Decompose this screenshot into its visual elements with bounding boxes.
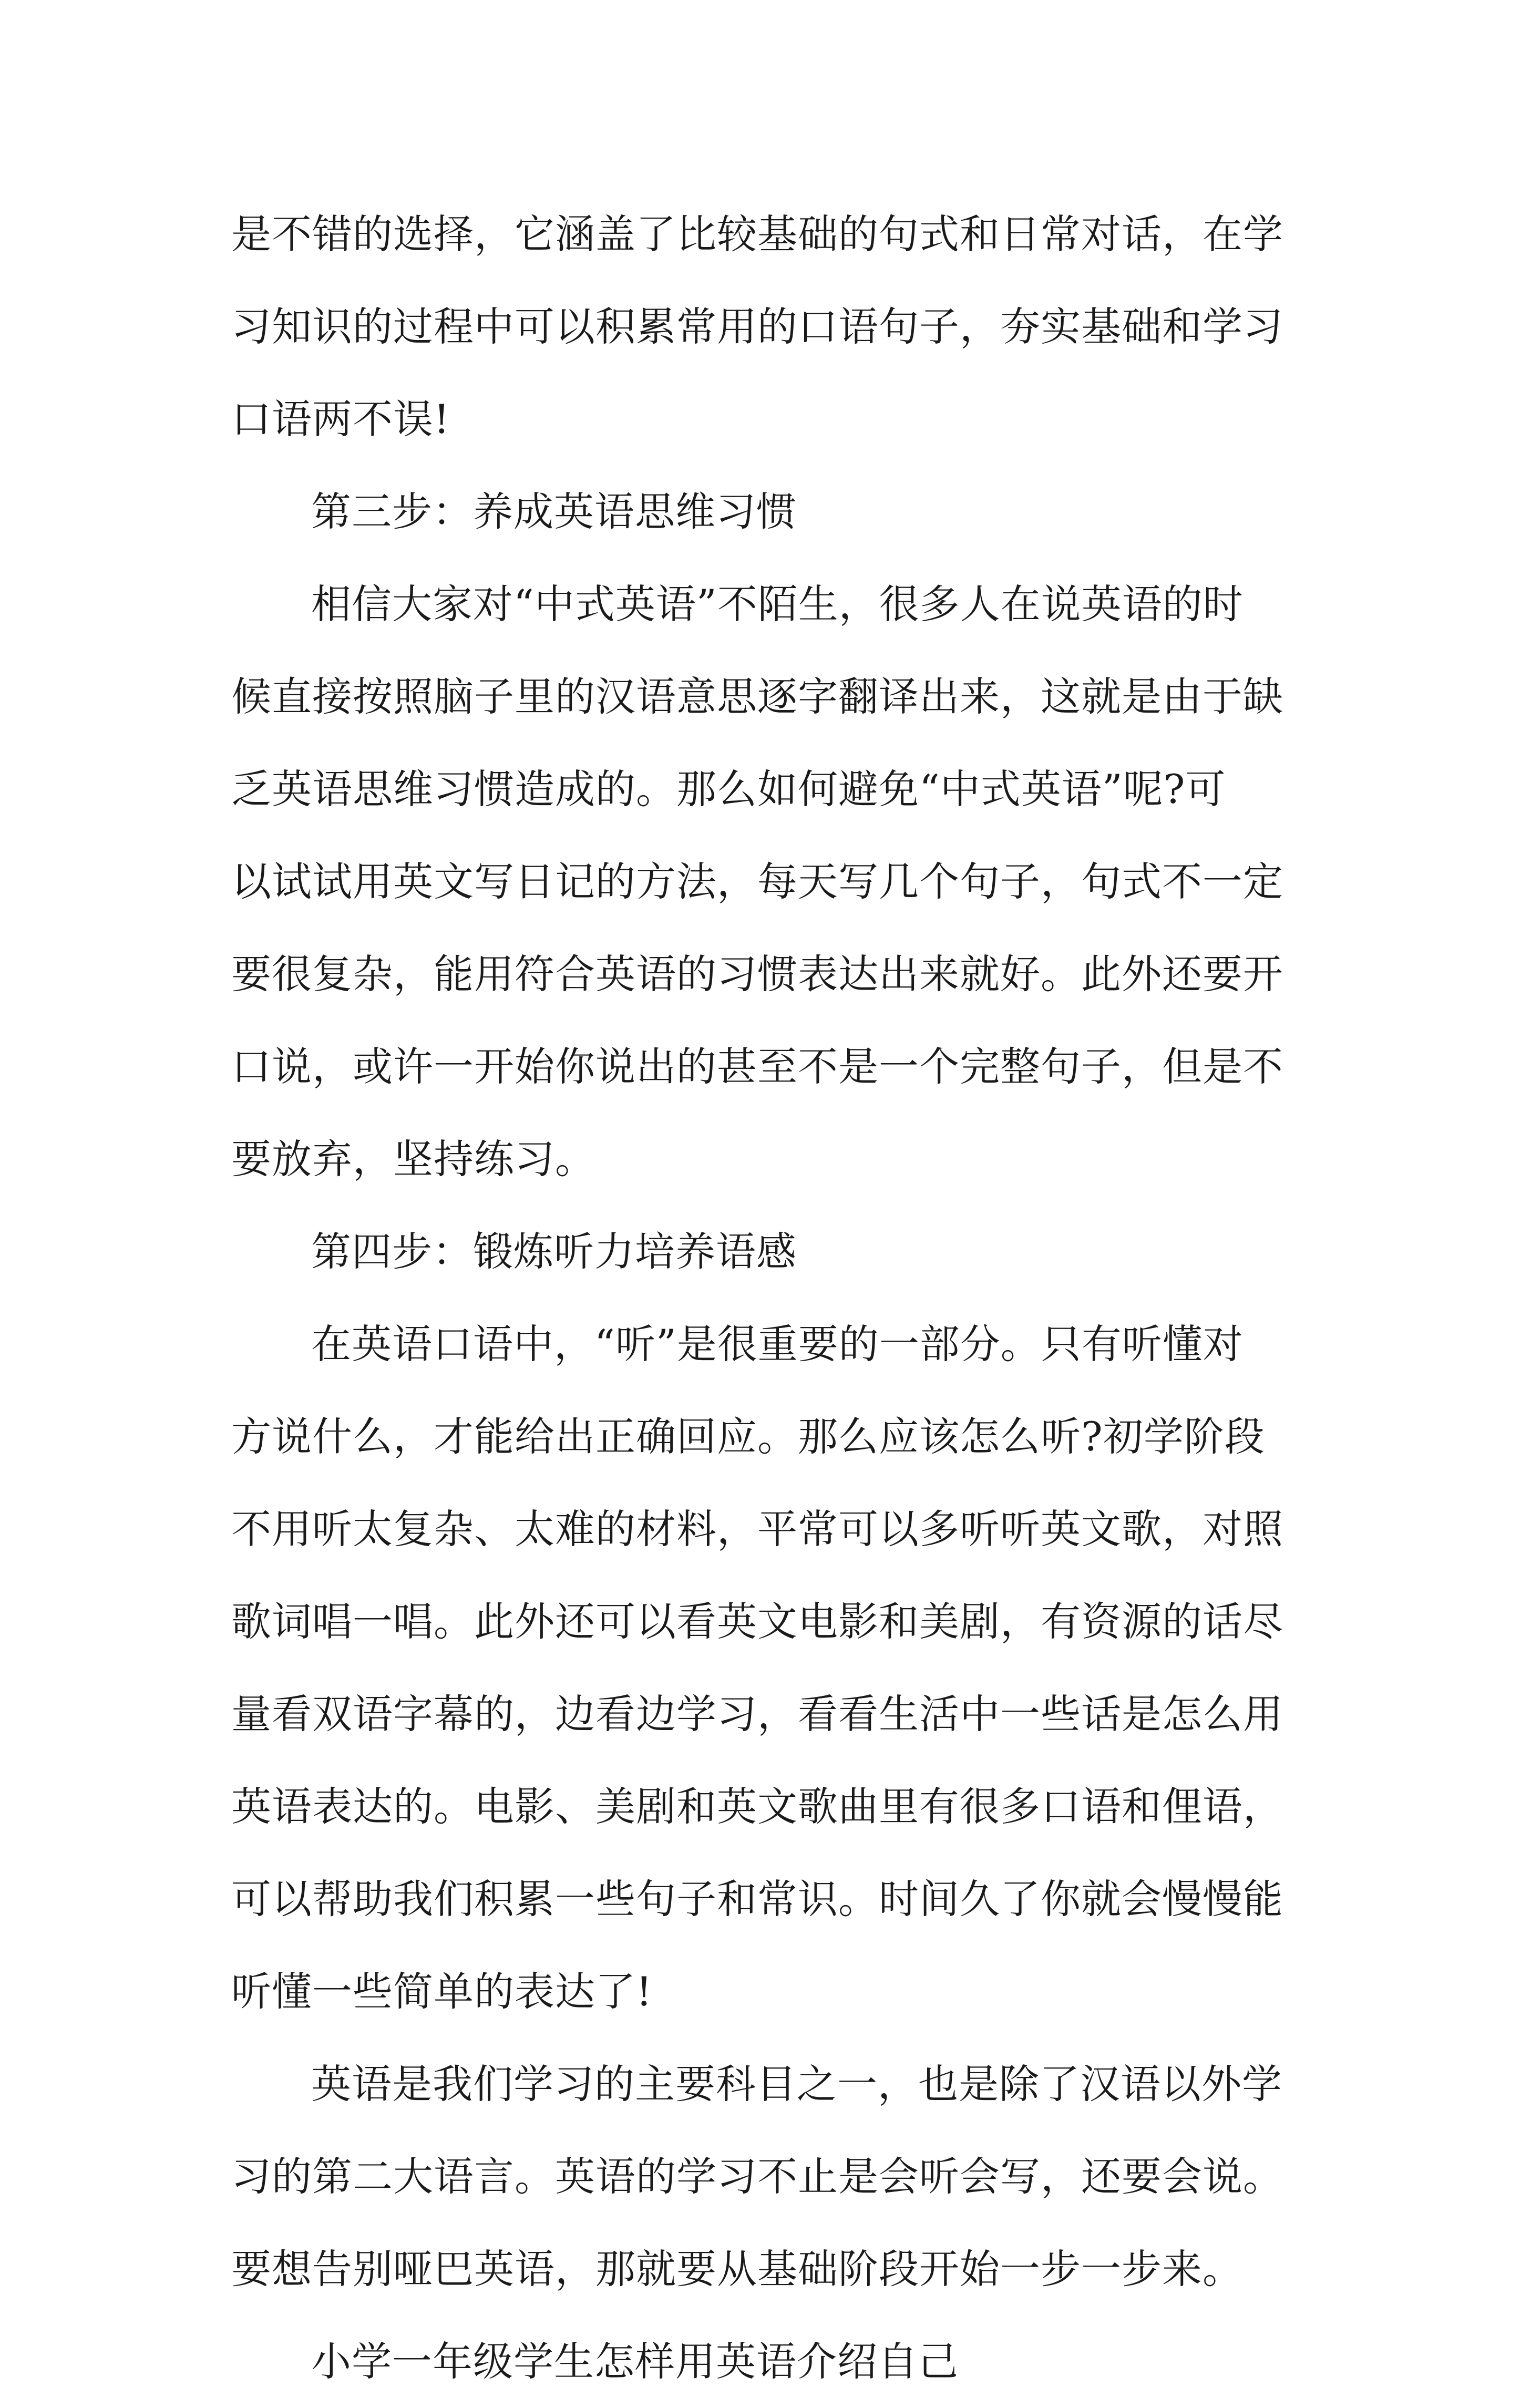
text-line: 不用听太复杂、太难的材料，平常可以多听听英文歌，对照 xyxy=(231,1506,1283,1552)
text-line: 方说什么，才能给出正确回应。那么应该怎么听?初学阶段 xyxy=(231,1413,1265,1460)
text-line: 是不错的选择，它涵盖了比较基础的句式和日常对话，在学 xyxy=(231,211,1283,258)
text-line: 英语是我们学习的主要科目之一，也是除了汉语以外学 xyxy=(311,2061,1282,2107)
text-line: 可以帮助我们积累一些句子和常识。时间久了你就会慢慢能 xyxy=(231,1876,1283,1922)
text-line: 听懂一些简单的表达了! xyxy=(231,1968,653,2015)
text-line: 英语表达的。电影、美剧和英文歌曲里有很多口语和俚语， xyxy=(231,1783,1283,1830)
text-line: 要放弃，坚持练习。 xyxy=(231,1136,595,1182)
text-line: 口语两不误! xyxy=(231,396,450,443)
document-body xyxy=(231,188,1309,2408)
text-line: 量看双语字幕的，边看边学习，看看生活中一些话是怎么用 xyxy=(231,1691,1283,1737)
text-line: 小学一年级学生怎样用英语介绍自己 xyxy=(311,2338,959,2385)
text-line: 习知识的过程中可以积累常用的口语句子，夯实基础和学习 xyxy=(231,303,1283,350)
text-line: 第四步：锻炼听力培养语感 xyxy=(311,1228,797,1275)
text-line: 要想告别哑巴英语，那就要从基础阶段开始一步一步来。 xyxy=(231,2246,1243,2292)
text-line: 口说，或许一开始你说出的甚至不是一个完整句子，但是不 xyxy=(231,1043,1283,1090)
text-line: 候直接按照脑子里的汉语意思逐字翻译出来，这就是由于缺 xyxy=(231,673,1283,720)
text-line: 乏英语思维习惯造成的。那么如何避免“中式英语”呢?可 xyxy=(231,766,1226,812)
text-line: 以试试用英文写日记的方法，每天写几个句子，句式不一定 xyxy=(231,858,1283,905)
text-line: 习的第二大语言。英语的学习不止是会听会写，还要会说。 xyxy=(231,2153,1283,2200)
text-line: 相信大家对“中式英语”不陌生，很多人在说英语的时 xyxy=(311,581,1243,627)
text-line: 第三步：养成英语思维习惯 xyxy=(311,488,797,535)
text-line: 在英语口语中，“听”是很重要的一部分。只有听懂对 xyxy=(311,1321,1243,1367)
text-line: 歌词唱一唱。此外还可以看英文电影和美剧，有资源的话尽 xyxy=(231,1598,1283,1645)
text-line: 要很复杂，能用符合英语的习惯表达出来就好。此外还要开 xyxy=(231,951,1283,997)
